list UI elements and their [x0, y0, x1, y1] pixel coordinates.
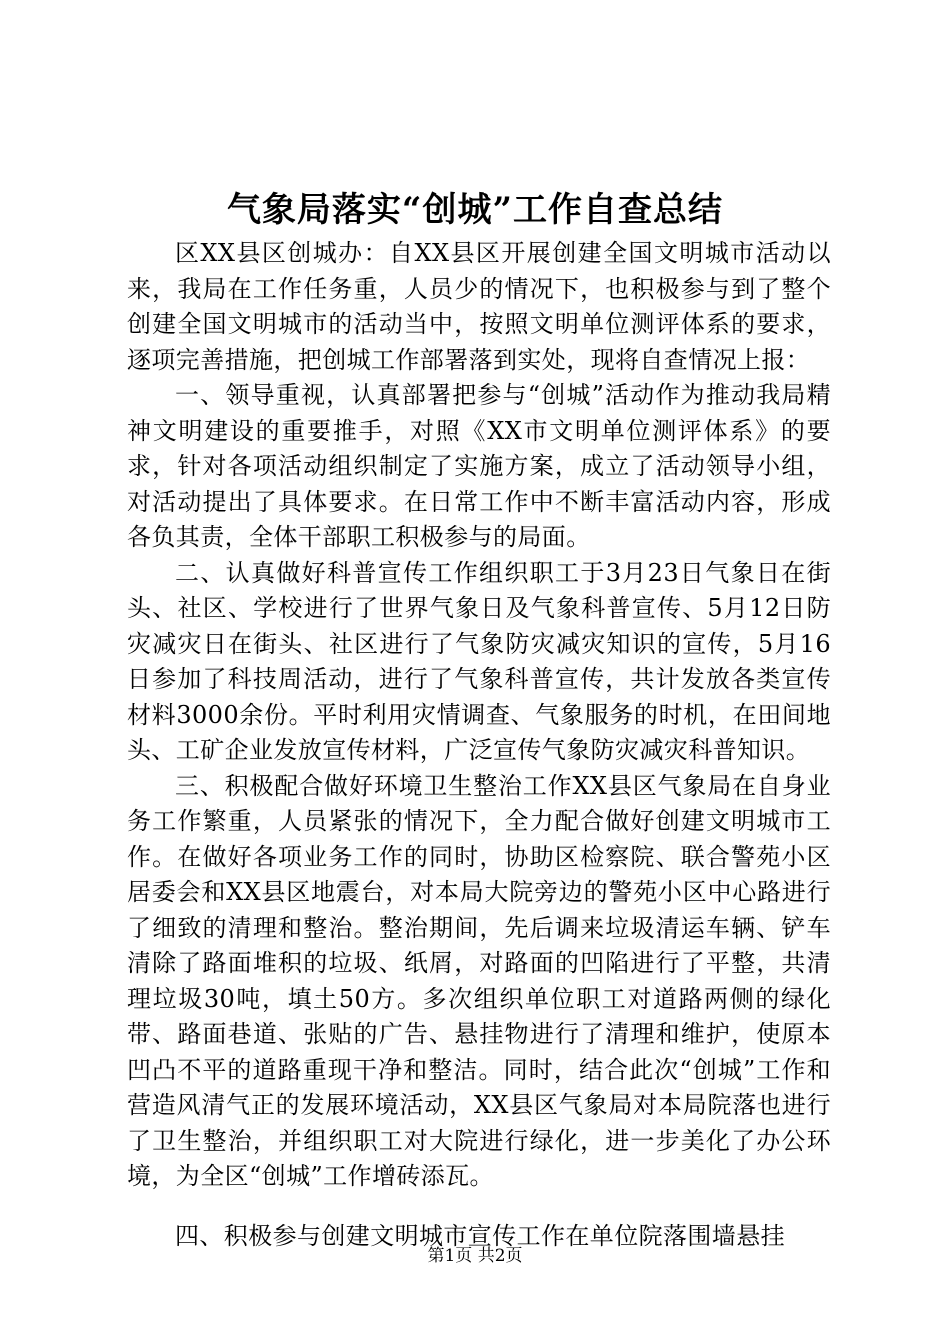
document-body	[127, 236, 831, 1254]
paragraph-section-4: 四、积极参与创建文明城市宣传工作在单位院落围墙悬挂	[175, 1221, 785, 1250]
paragraph-section-2: 二、认真做好科普宣传工作组织职工于3月23日气象日在街头、社区、学校进行了世界气象日及气象科普宣传、5月12日防灾减灾日在街头、社区进行了气象防灾减灾知识的宣传，5月16日参加了科技周活动，进行了气象科普宣传，共计发放各类宣传材料3000余份。平时利用灾情调查、气象服务的时机，在田间地头、工矿企业发放宣传材料，广泛宣传气象防灾减灾科普知识。	[127, 558, 831, 764]
paragraph-section-1: 一、领导重视，认真部署把参与“创城”活动作为推动我局精神文明建设的重要推手，对照《XX市文明单位测评体系》的要求，针对各项活动组织制定了实施方案，成立了活动领导小组，对活动提出了具体要求。在日常工作中不断丰富活动内容，形成各负其责，全体干部职工积极参与的局面。	[127, 381, 831, 551]
paragraph-section-3: 三、积极配合做好环境卫生整治工作XX县区气象局在自身业务工作繁重，人员紧张的情况下，全力配合做好创建文明城市工作。在做好各项业务工作的同时，协助区检察院、联合警苑小区居委会和XX县区地震台，对本局大院旁边的警苑小区中心路进行了细致的清理和整治。整治期间，先后调来垃圾清运车辆、铲车清除了路面堆积的垃圾、纸屑，对路面的凹陷进行了平整，共清理垃圾30吨，填土50方。多次组织单位职工对道路两侧的绿化带、路面巷道、张贴的广告、悬挂物进行了清理和维护，使原本凹凸不平的道路重现干净和整洁。同时，结合此次“创城”工作和营造风清气正的发展环境活动，XX县区气象局对本局院落也进行了卫生整治，并组织职工对大院进行绿化，进一步美化了办公环境，为全区“创城”工作增砖添瓦。	[127, 771, 831, 1190]
paragraph-intro: 区XX县区创城办：自XX县区开展创建全国文明城市活动以来，我局在工作任务重，人员少的情况下，也积极参与到了整个创建全国文明城市的活动当中，按照文明单位测评体系的要求，逐项完善措施，把创城工作部署落到实处，现将自查情况上报：	[127, 239, 831, 374]
document-title: 气象局落实“创城”工作自查总结	[226, 190, 724, 230]
page-footer: 第1页 共2页	[427, 1246, 523, 1266]
